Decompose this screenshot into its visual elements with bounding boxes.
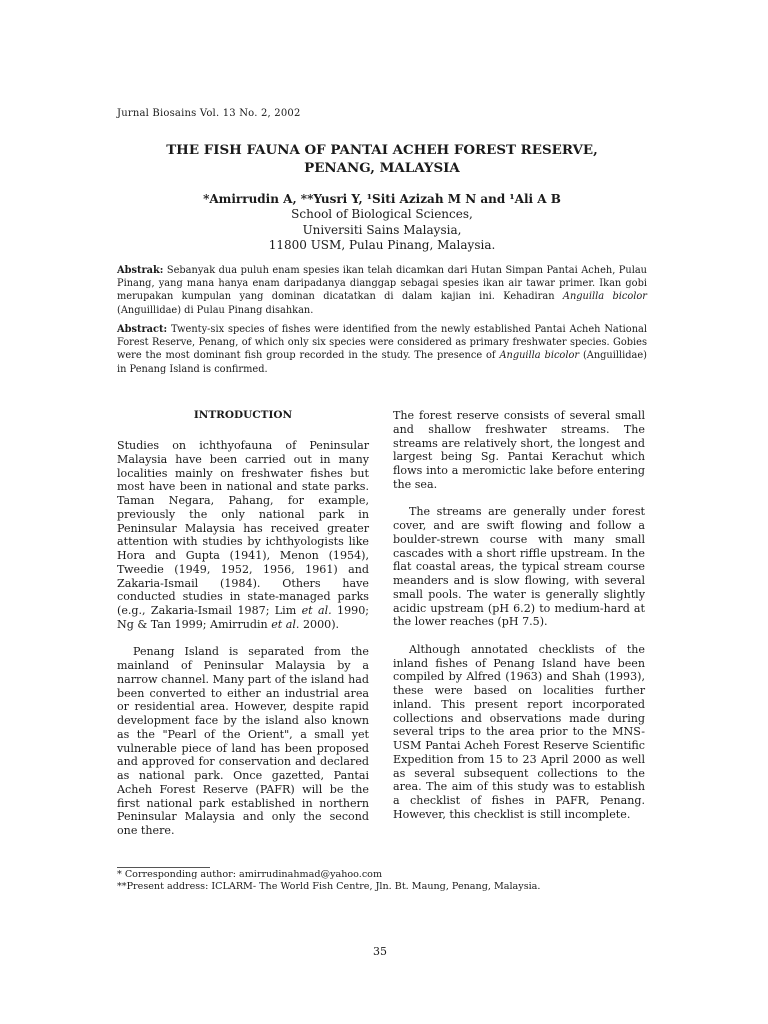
intro-p1-etal-1: et al. (301, 604, 332, 617)
footnote-divider (117, 867, 210, 868)
right-column (393, 409, 645, 822)
abstrak-text-2: (Anguillidae) di Pulau Pinang disahkan. (117, 304, 314, 316)
abstrak-malay (117, 264, 647, 317)
abstrak-species: Anguilla bicolor (562, 291, 647, 303)
intro-p1-text-c: 2000). (299, 617, 340, 631)
intro-p1-text-a: Studies on ichthyofauna of Peninsular Malaysia have been carried out in many localities mainly on freshwater fishes but most have been in national and state parks. Taman Negara, Pahang, for example, previously the only national park in Peninsular Malaysia has received greater attention with studies by ichthyologists like Hora and Gupta (1941), Menon (1954), Tweedie (1949, 1952, 1956, 1961) and Zakaria-Ismail (1984). Others have conducted studies in state-managed parks (e.g., Zakaria-Ismail 1987; Lim (117, 439, 369, 617)
left-column (117, 409, 369, 838)
abstrak-label: Abstrak: (117, 265, 164, 276)
abstract-label: Abstract: (117, 324, 168, 335)
title-line-1: THE FISH FAUNA OF PANTAI ACHEH FOREST RESERVE, (166, 142, 598, 158)
intro-paragraph-1 (117, 439, 369, 632)
affiliation-line-3: 11800 USM, Pulau Pinang, Malaysia. (268, 237, 496, 252)
affiliation-line-1: School of Biological Sciences, (291, 207, 473, 222)
author-list: *Amirrudin A, **Yusri Y, ¹Siti Azizah M N and ¹Ali A B (203, 192, 561, 206)
abstract-english (117, 323, 647, 376)
footnote-present-address: **Present address: ICLARM- The World Fish Centre, Jln. Bt. Maung, Penang, Malaysia. (117, 881, 541, 893)
footnotes (117, 869, 647, 894)
journal-reference: Jurnal Biosains Vol. 13 No. 2, 2002 (117, 108, 301, 119)
author-block (117, 192, 647, 253)
footnote-corresponding-author: * Corresponding author: amirrudinahmad@yahoo.com (117, 869, 383, 880)
intro-paragraph-5: Although annotated checklists of the inland fishes of Penang Island have been compiled by Alfred (1963) and Shah (1993), these were based on localities further inland. This present report incorporated collections and observations made during several trips to the area prior to the MNS-USM Pantai Acheh Forest Reserve Scientific Expedition from 15 to 23 April 2000 as well as several subsequent collections to the area. The aim of this study was to establish a checklist of fishes in PAFR, Penang. However, this checklist is still incomplete. (393, 642, 645, 821)
intro-paragraph-3: The forest reserve consists of several small and shallow freshwater streams. The streams are relatively short, the longest and largest being Sg. Pantai Kerachut which flows into a meromictic lake before entering the sea. (393, 409, 645, 491)
intro-paragraph-2: Penang Island is separated from the mainland of Peninsular Malaysia by a narrow channel. Many part of the island had been converted to either an industrial area or residential area. However, despite rapid development face by the island also known as the "Pearl of the Orient", a small yet vulnerable piece of land has been proposed and approved for conservation and declared as national park. Once gazetted, Pantai Acheh Forest Reserve (PAFR) will be the first national park established in northern Peninsular Malaysia and only the second one there. (117, 645, 369, 837)
page-number: 35 (373, 945, 387, 958)
intro-paragraph-4: The streams are generally under forest cover, and are swift flowing and follow a boulder-strewn course with many small cascades with a short riffle upstream. In the flat coastal areas, the typical stream course meanders and is slow flowing, with several small pools. The water is generally slightly acidic upstream (pH 6.2) to medium-hard at the lower reaches (pH 7.5). (393, 505, 645, 629)
introduction-heading: INTRODUCTION (193, 409, 293, 421)
abstract-text-2: (Anguillidae) in Penang Island is confirmed. (117, 350, 647, 375)
abstract-species: Anguilla bicolor (499, 350, 580, 362)
intro-p1-text-b: 1990; Ng & Tan 1999; Amirrudin (117, 604, 369, 631)
paper-title (117, 141, 647, 177)
abstrak-text-1: Sebanyak dua puluh enam spesies ikan telah dicamkan dari Hutan Simpan Pantai Acheh, Pulau Pinang, yang mana hanya enam daripadanya dianggap sebagai spesies ikan air tawar primer. Ikan gobi merupakan kumpulan yang dominan dicatatkan di dalam kajian ini. Kehadiran (117, 265, 647, 303)
abstract-text-1: Twenty-six species of fishes were identified from the newly established Pantai Acheh National Forest Reserve, Penang, of which only six species were considered as primary freshwater species. Gobies were the most dominant fish group recorded in the study. The presence of (117, 324, 647, 362)
intro-p1-etal-2: et al. (271, 617, 300, 631)
title-line-2: PENANG, MALAYSIA (304, 160, 460, 176)
affiliation-line-2: Universiti Sains Malaysia, (302, 222, 462, 237)
